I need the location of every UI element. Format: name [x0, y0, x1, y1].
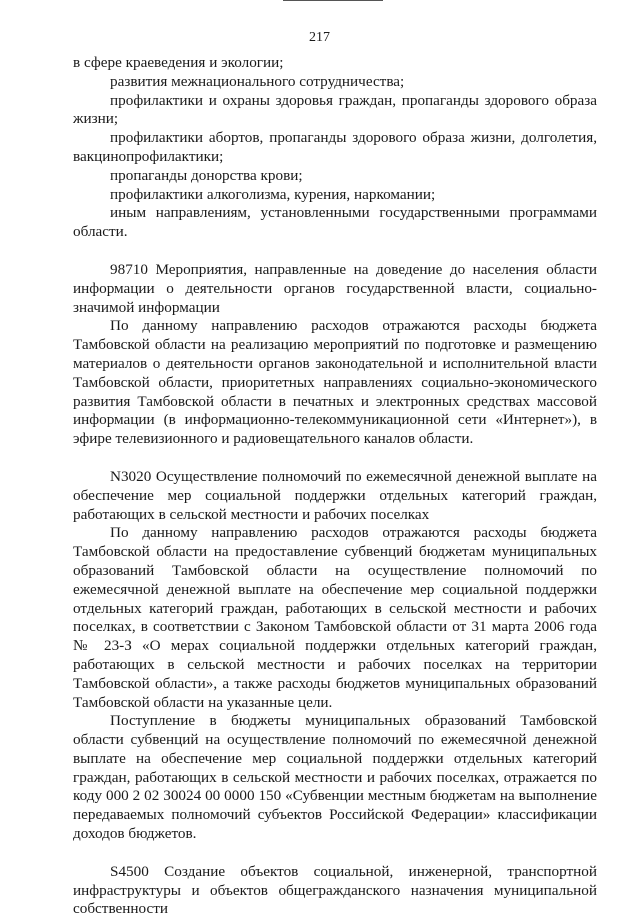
paragraph: в сфере краеведения и экологии; [73, 54, 284, 71]
paragraph-gap [73, 449, 597, 468]
paragraph: профилактики и охраны здоровья граждан, пропаганды здорового образа жизни; [73, 91, 597, 128]
page-number: 217 [309, 30, 330, 45]
paragraph: По данному направлению расходов отражаются расходы бюджета Тамбовской области на реализацию мероприятий по подготовке и размещению материалов о деятельности органов законодательной и исполнительной власти Тамбовской области, приоритетных направлениях социально-экономического развития Тамбовской области в печатных и электронных средствах массовой информации (в информационно-телекоммуникационной сети «Интернет»), в эфире телевизионного и радиовещательного каналов области. [73, 317, 597, 448]
paragraph: иным направлениям, установленными государственными программами области. [73, 204, 597, 241]
paragraph: профилактики абортов, пропаганды здорового образа жизни, долголетия, вакцинопрофилактики; [73, 129, 597, 165]
paragraph: 98710 Мероприятия, направленные на доведение до населения области информации о деятельности органов государственной власти, социально-значимой информации [73, 260, 597, 316]
top-rule [283, 0, 383, 1]
paragraph: N3020 Осуществление полномочий по ежемесячной денежной выплате на обеспечение мер социальной поддержки отдельных категорий граждан, работающих в сельской местности и рабочих поселках [73, 467, 597, 523]
paragraph: пропаганды донорства крови; [110, 166, 303, 184]
paragraph: Поступление в бюджеты муниципальных образований Тамбовской области субвенций на осуществление полномочий по ежемесячной денежной выплате на обеспечение мер социальной поддержки отдельных категорий граждан, работающих в сельской местности и рабочих поселках, отражается по коду 000 2 02 30024 00 0000 150 «Субвенции местным бюджетам на выполнение передаваемых полномочий субъектов Российской Федерации» классификации доходов бюджетов. [73, 712, 597, 843]
paragraph: По данному направлению расходов отражаются расходы бюджета Тамбовской области на предоставление субвенций бюджетам муниципальных образований Тамбовской области на осуществление полномочий по ежемесячной денежной выплате на обеспечение мер социальной поддержки отдельных категорий граждан, работающих в сельской местности и рабочих поселках, в соответствии с Законом Тамбовской области от 31 марта 2006 года № 23-З «О мерах социальной поддержки отдельных категорий граждан, работающих в сельской местности и рабочих поселках на территории Тамбовской области», а также расходы бюджетов муниципальных образований Тамбовской области на указанные цели. [73, 524, 597, 711]
document-body [73, 54, 597, 919]
paragraph: развития межнационального сотрудничества; [110, 72, 405, 90]
paragraph: профилактики алкоголизма, курения, наркомании; [110, 185, 436, 203]
paragraph-gap [73, 242, 597, 261]
paragraph: S4500 Создание объектов социальной, инженерной, транспортной инфраструктуры и объектов общегражданского назначения муниципальной собственности [73, 862, 597, 918]
paragraph-gap [73, 844, 597, 863]
